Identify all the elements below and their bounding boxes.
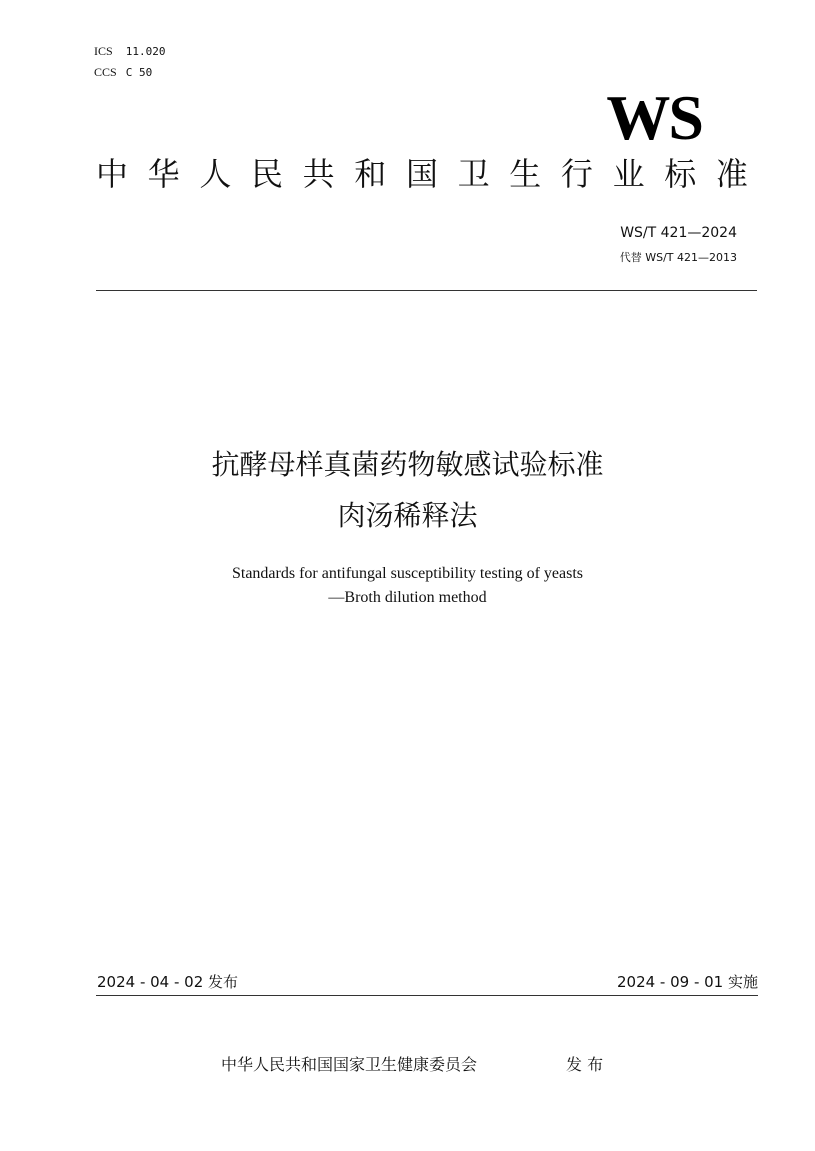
- replaced-standard: 代替 WS/T 421—2013: [619, 251, 737, 264]
- organization-title-char: 标: [664, 155, 697, 193]
- ics-label: ICS: [94, 44, 113, 58]
- organization-title-char: 民: [250, 155, 283, 193]
- organization-title-char: 业: [612, 155, 645, 193]
- organization-title-char: 行: [560, 155, 593, 193]
- ics-value: 11.020: [125, 45, 166, 58]
- implementation-date: 2024 - 09 - 01 实施: [616, 973, 758, 991]
- organization-title-char: 国: [405, 155, 438, 193]
- ws-logo: WS: [606, 82, 702, 153]
- title-en-line2: —Broth dilution method: [328, 589, 487, 606]
- organization-title-char: 中: [96, 155, 129, 193]
- publisher-name: 中华人民共和国国家卫生健康委员会: [221, 1055, 478, 1074]
- organization-title-char: 华: [147, 155, 180, 193]
- ics-code: [94, 40, 166, 59]
- standard-number: WS/T 421—2024: [620, 225, 737, 241]
- organization-title-char: 人: [199, 155, 232, 193]
- ccs-label: CCS: [94, 65, 117, 79]
- footer-divider: [96, 995, 758, 996]
- issue-date: 2024 - 04 - 02 发布: [97, 973, 239, 991]
- header-divider: [96, 290, 757, 291]
- organization-title-char: 生: [509, 155, 542, 193]
- publish-action: 发 布: [566, 1055, 604, 1074]
- title-en-line1: Standards for antifungal susceptibility testing of yeasts: [231, 565, 584, 582]
- organization-title: [96, 155, 748, 193]
- organization-title-char: 卫: [457, 155, 490, 193]
- ccs-code: [94, 61, 152, 80]
- title-cn-line1: 抗酵母样真菌药物敏感试验标准: [211, 448, 604, 481]
- title-cn-line2: 肉汤稀释法: [337, 499, 478, 532]
- organization-title-char: 准: [715, 155, 748, 193]
- ccs-value: C 50: [125, 66, 153, 79]
- organization-title-char: 共: [302, 155, 335, 193]
- organization-title-char: 和: [354, 155, 387, 193]
